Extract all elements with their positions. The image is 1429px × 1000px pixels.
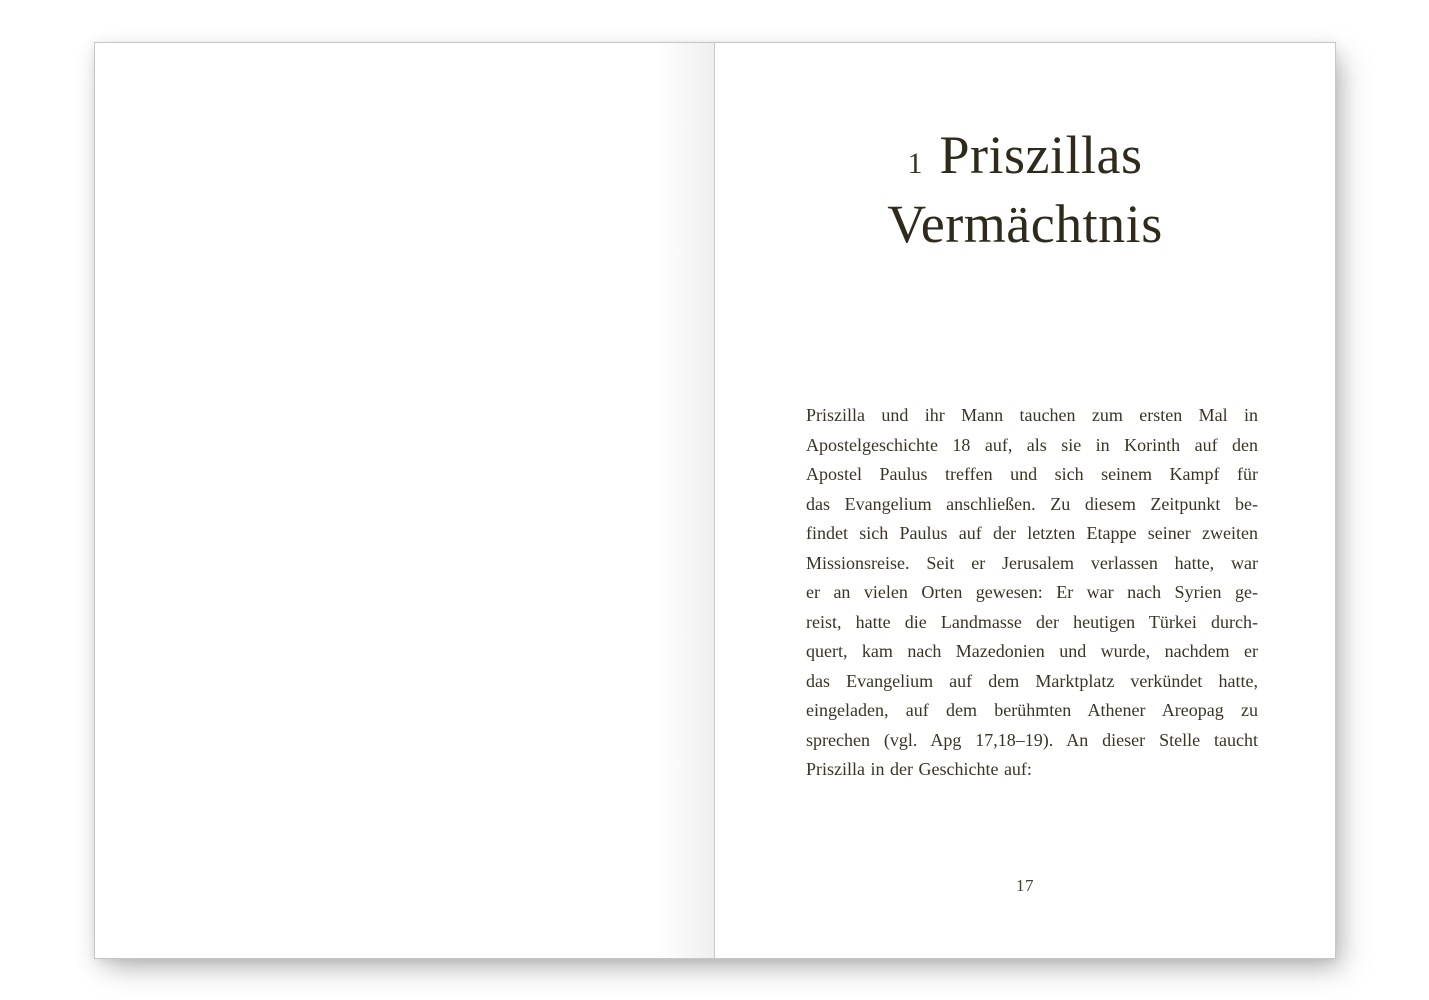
paragraph-line: Priszilla in der Geschichte auf: <box>806 759 1032 779</box>
chapter-title-line-1 <box>908 125 1143 185</box>
paragraph-line: reist, hatte die Landmasse der heutigen Türkei durch- <box>806 611 1258 632</box>
paragraph-line: eingeladen, auf dem berühmten Athener Areopag zu <box>806 700 1258 720</box>
paragraph-line: er an vielen Orten gewesen: Er war nach Syrien ge- <box>806 582 1258 602</box>
left-page-blank <box>95 43 715 958</box>
chapter-title-text-1: Priszillas <box>939 125 1143 185</box>
right-page <box>715 43 1335 958</box>
paragraph-line: Missionsreise. Seit er Jerusalem verlassen hatte, war <box>806 552 1258 573</box>
paragraph-line: Apostel Paulus treffen und sich seinem Kampf für <box>806 464 1258 484</box>
body-paragraph <box>806 401 1258 785</box>
chapter-title <box>715 125 1335 255</box>
paragraph-line: sprechen (vgl. Apg 17,18–19). An dieser Stelle taucht <box>806 729 1258 750</box>
paragraph-line: quert, kam nach Mazedonien und wurde, nachdem er <box>806 641 1258 661</box>
book-spread <box>94 42 1336 959</box>
spine-gutter-shade <box>656 43 714 958</box>
page-number: 17 <box>1016 876 1034 895</box>
chapter-title-text-2: Vermächtnis <box>887 194 1163 254</box>
paragraph-line: Apostelgeschichte 18 auf, als sie in Korinth auf den <box>806 434 1258 455</box>
chapter-title-line-2 <box>887 194 1162 254</box>
chapter-number: 1 <box>907 147 923 180</box>
paragraph-line: das Evangelium anschließen. Zu diesem Zeitpunkt be- <box>806 493 1258 514</box>
paragraph-line: das Evangelium auf dem Marktplatz verkündet hatte, <box>806 670 1258 691</box>
paragraph-line: Priszilla und ihr Mann tauchen zum ersten Mal in <box>806 405 1258 425</box>
paragraph-line: findet sich Paulus auf der letzten Etappe seiner zweiten <box>806 523 1258 543</box>
